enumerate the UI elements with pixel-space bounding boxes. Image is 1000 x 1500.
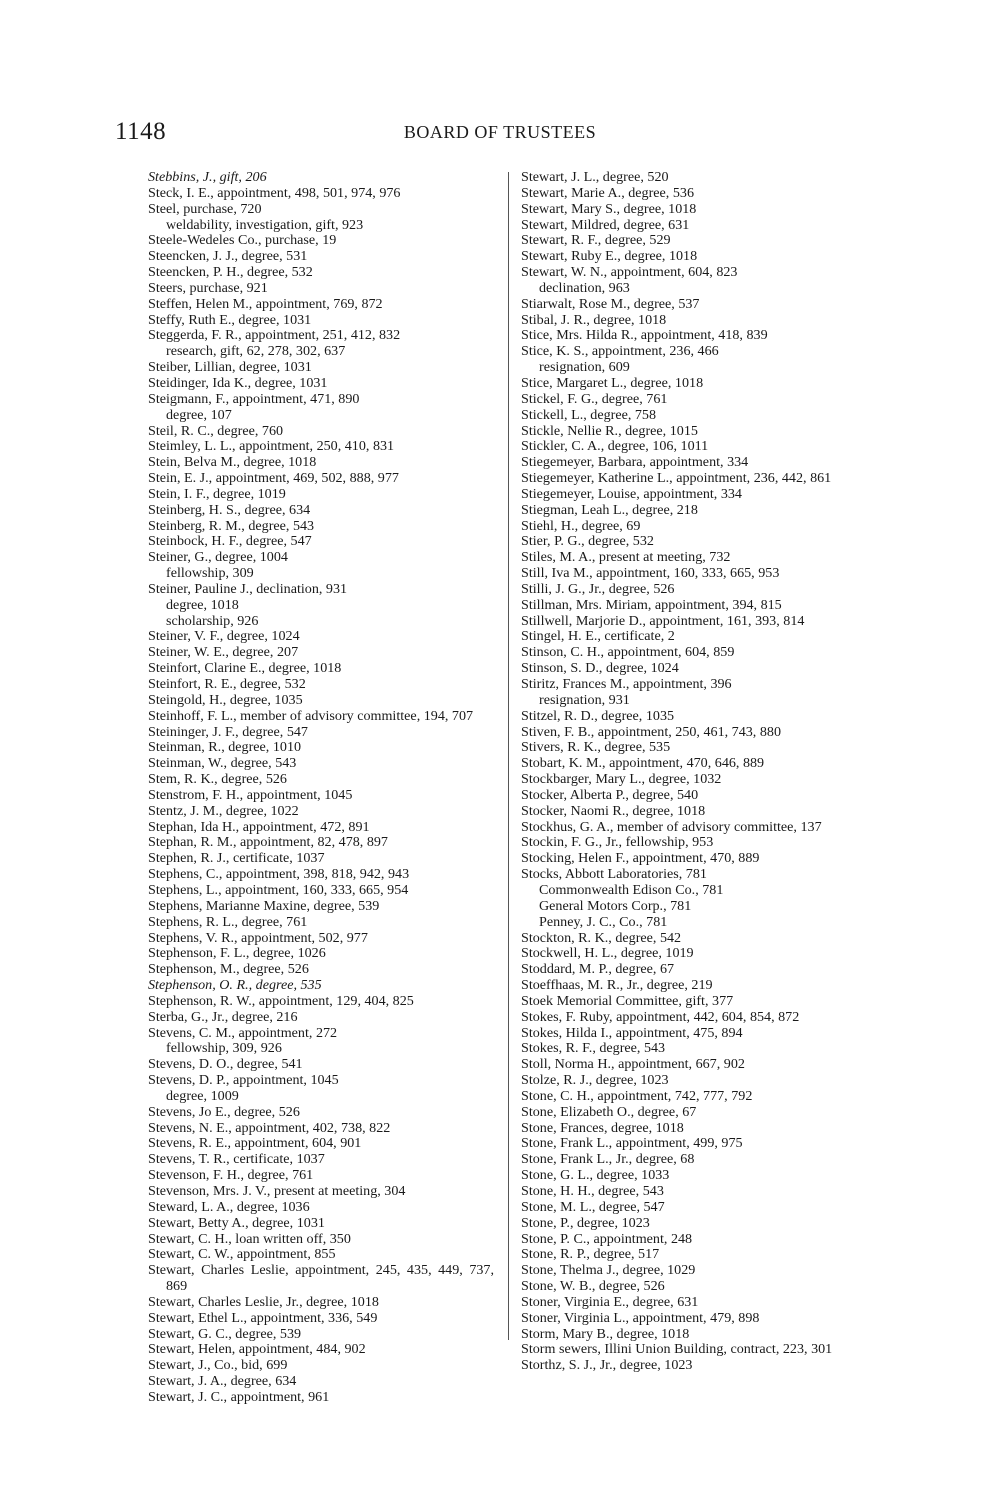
index-entry: Stephens, V. R., appointment, 502, 977: [148, 929, 368, 946]
index-entry: Steers, purchase, 921: [148, 279, 268, 296]
index-entry: Steinberg, R. M., degree, 543: [148, 517, 315, 534]
index-entry: Stephen, R. J., certificate, 1037: [148, 850, 325, 867]
index-entry: Stevenson, Mrs. J. V., present at meeting, 304: [148, 1183, 406, 1199]
index-entry: Stone, P., degree, 1023: [521, 1214, 650, 1231]
index-entry: Stone, Frances, degree, 1018: [521, 1119, 684, 1136]
column-divider: [508, 172, 509, 1340]
index-entry: Stiritz, Frances M., appointment, 396: [521, 676, 732, 692]
index-entry: Steiner, Pauline J., declination, 931: [148, 580, 348, 597]
index-entry: Stolze, R. J., degree, 1023: [521, 1072, 669, 1089]
index-entry: Stocks, Abbott Laboratories, 781: [521, 866, 707, 883]
index-entry: Stone, Thelma J., degree, 1029: [521, 1262, 696, 1279]
index-entry: Steele-Wedeles Co., purchase, 19: [148, 232, 337, 249]
index-entry: Stone, W. B., degree, 526: [521, 1278, 665, 1295]
index-entry: Steiner, W. E., degree, 207: [148, 644, 299, 661]
index-entry: Stewart, Helen, appointment, 484, 902: [148, 1341, 366, 1358]
index-subentry: General Motors Corp., 781: [539, 897, 692, 914]
index-entry: Stephan, Ida H., appointment, 472, 891: [148, 818, 370, 835]
index-entry: Steencken, J. J., degree, 531: [148, 248, 308, 265]
index-entry: Stem, R. K., degree, 526: [148, 771, 287, 788]
index-entry: Steck, I. E., appointment, 498, 501, 974, 976: [148, 184, 401, 201]
index-subentry: fellowship, 309: [166, 565, 254, 582]
index-entry: Stein, Belva M., degree, 1018: [148, 454, 317, 471]
index-entry: Steiner, V. F., degree, 1024: [148, 628, 300, 645]
index-entry: Stockton, R. K., degree, 542: [521, 929, 682, 946]
index-entry: Steinfort, Clarine E., degree, 1018: [148, 660, 342, 677]
index-subentry: Commonwealth Edison Co., 781: [539, 881, 724, 898]
index-entry: Stockbarger, Mary L., degree, 1032: [521, 771, 722, 788]
index-subentry: scholarship, 926: [166, 612, 259, 629]
index-entry: Steffy, Ruth E., degree, 1031: [148, 311, 312, 328]
index-entry: Stewart, Mary S., degree, 1018: [521, 200, 697, 217]
index-entry: Stevens, Jo E., degree, 526: [148, 1103, 300, 1120]
index-entry: Stevens, C. M., appointment, 272: [148, 1024, 338, 1041]
index-entry: Stingel, H. E., certificate, 2: [521, 628, 675, 645]
index-entry: Stoner, Virginia L., appointment, 479, 898: [521, 1309, 760, 1326]
index-subentry: weldability, investigation, gift, 923: [166, 216, 364, 233]
index-entry: Stewart, C. H., loan written off, 350: [148, 1230, 351, 1247]
index-entry: Stein, E. J., appointment, 469, 502, 888, 977: [148, 470, 399, 487]
index-entry: Stephenson, O. R., degree, 535: [148, 977, 322, 994]
index-entry: Steimley, L. L., appointment, 250, 410, 831: [148, 438, 395, 455]
index-entry: Steinbock, H. F., degree, 547: [148, 533, 312, 550]
index-entry: Stillman, Mrs. Miriam, appointment, 394, 815: [521, 596, 782, 613]
index-entry: Stevens, R. E., appointment, 604, 901: [148, 1135, 362, 1152]
index-entry: Steininger, J. F., degree, 547: [148, 723, 308, 740]
index-entry: Steinberg, H. S., degree, 634: [148, 501, 311, 518]
index-entry: Stiegemeyer, Louise, appointment, 334: [521, 485, 742, 502]
index-entry: Stockin, F. G., Jr., fellowship, 953: [521, 834, 714, 851]
index-entry: Stevens, D. O., degree, 541: [148, 1056, 303, 1073]
index-entry: Stone, Frank L., appointment, 499, 975: [521, 1135, 743, 1152]
index-entry: Stobart, K. M., appointment, 470, 646, 889: [521, 755, 765, 772]
index-entry: Steigmann, F., appointment, 471, 890: [148, 390, 360, 407]
index-entry: Stewart, J., Co., bid, 699: [148, 1357, 288, 1374]
index-entry: Stephens, R. L., degree, 761: [148, 913, 308, 930]
index-entry: Stier, P. G., degree, 532: [521, 533, 654, 550]
index-entry: Steinfort, R. E., degree, 532: [148, 676, 306, 692]
index-entry: Stewart, Charles Leslie, Jr., degree, 1018: [148, 1293, 379, 1310]
index-entry: Stephenson, F. L., degree, 1026: [148, 945, 326, 962]
index-entry: Stokes, Hilda I., appointment, 475, 894: [521, 1024, 743, 1041]
index-entry: Stephenson, M., degree, 526: [148, 961, 309, 978]
index-entry: Stephens, C., appointment, 398, 818, 942, 943: [148, 866, 410, 883]
page-number: 1148: [115, 118, 167, 145]
index-entry: Stevens, D. P., appointment, 1045: [148, 1072, 339, 1089]
index-entry: Stiehl, H., degree, 69: [521, 517, 641, 534]
index-entry: Stocker, Naomi R., degree, 1018: [521, 802, 706, 819]
index-entry: Stewart, G. C., degree, 539: [148, 1325, 302, 1342]
index-entry: Stocker, Alberta P., degree, 540: [521, 786, 699, 803]
index-entry: Stone, G. L., degree, 1033: [521, 1167, 670, 1184]
index-entry: Steidinger, Ida K., degree, 1031: [148, 374, 328, 391]
index-entry: Stevenson, F. H., degree, 761: [148, 1167, 314, 1184]
index-subentry: degree, 1009: [166, 1087, 239, 1104]
index-entry: Steggerda, F. R., appointment, 251, 412, 832: [148, 327, 401, 344]
index-entry: Steencken, P. H., degree, 532: [148, 264, 313, 281]
index-subentry: declination, 963: [539, 279, 630, 296]
index-entry: Stephens, Marianne Maxine, degree, 539: [148, 897, 380, 914]
index-entry: Stiven, F. B., appointment, 250, 461, 743, 880: [521, 723, 781, 740]
index-entry: Stebbins, J., gift, 206: [148, 169, 267, 185]
index-entry: Stickle, Nellie R., degree, 1015: [521, 422, 698, 439]
index-entry: Stice, K. S., appointment, 236, 466: [521, 343, 719, 360]
index-entry: Steinman, W., degree, 543: [148, 755, 297, 772]
index-entry: Stewart, J. C., appointment, 961: [148, 1388, 330, 1405]
index-entry: Steil, R. C., degree, 760: [148, 422, 284, 439]
index-entry: Stewart, Ethel L., appointment, 336, 549: [148, 1309, 378, 1326]
index-subentry: research, gift, 62, 278, 302, 637: [166, 343, 346, 360]
index-entry: Stewart, R. F., degree, 529: [521, 232, 671, 249]
index-entry: Stocking, Helen F., appointment, 470, 889: [521, 850, 760, 867]
index-entry: Stone, C. H., appointment, 742, 777, 792: [521, 1087, 753, 1104]
index-entry: Storm sewers, Illini Union Building, contract, 223, 301: [521, 1341, 833, 1358]
index-column-right: [521, 170, 868, 1374]
index-entry: Still, Iva M., appointment, 160, 333, 665, 953: [521, 565, 780, 582]
index-entry: Stephenson, R. W., appointment, 129, 404, 825: [148, 992, 414, 1009]
index-entry: Stewart, C. W., appointment, 855: [148, 1246, 336, 1263]
index-entry: Stokes, F. Ruby, appointment, 442, 604, 854, 872: [521, 1008, 800, 1025]
index-entry: Stewart, J. L., degree, 520: [521, 169, 669, 185]
index-entry: Stinson, C. H., appointment, 604, 859: [521, 644, 735, 661]
index-entry: Stivers, R. K., degree, 535: [521, 739, 671, 756]
index-subentry: degree, 107: [166, 406, 232, 423]
index-entry: Stephan, R. M., appointment, 82, 478, 897: [148, 834, 388, 851]
index-entry: Stilli, J. G., Jr., degree, 526: [521, 580, 675, 597]
index-entry: Stockhus, G. A., member of advisory committee, 137: [521, 818, 822, 835]
index-entry: Stenstrom, F. H., appointment, 1045: [148, 786, 353, 803]
index-entry: Stitzel, R. D., degree, 1035: [521, 707, 675, 724]
index-entry: Stone, P. C., appointment, 248: [521, 1230, 693, 1247]
index-entry: Steinman, R., degree, 1010: [148, 739, 302, 756]
index-entry: Stiles, M. A., present at meeting, 732: [521, 549, 731, 566]
index-entry: Stiegemeyer, Katherine L., appointment, 236, 442, 861: [521, 470, 832, 487]
index-column-left: [148, 170, 494, 1406]
index-entry: Stickler, C. A., degree, 106, 1011: [521, 438, 709, 455]
index-entry: Stewart, J. A., degree, 634: [148, 1373, 297, 1390]
index-entry: Stewart, Charles Leslie, appointment, 245, 435, 449, 737, 869: [148, 1262, 494, 1295]
index-entry: Stinson, S. D., degree, 1024: [521, 660, 679, 677]
index-subentry: degree, 1018: [166, 596, 239, 613]
index-entry: Stentz, J. M., degree, 1022: [148, 802, 299, 819]
index-subentry: Penney, J. C., Co., 781: [539, 913, 668, 930]
index-subentry: resignation, 609: [539, 359, 630, 376]
index-entry: Stice, Mrs. Hilda R., appointment, 418, 839: [521, 327, 768, 344]
index-entry: Stewart, Ruby E., degree, 1018: [521, 248, 698, 265]
index-subentry: resignation, 931: [539, 691, 630, 708]
index-entry: Steinhoff, F. L., member of advisory committee, 194, 707: [148, 707, 474, 724]
index-entry: Sterba, G., Jr., degree, 216: [148, 1008, 298, 1025]
index-entry: Stoll, Norma H., appointment, 667, 902: [521, 1056, 745, 1073]
index-entry: Stoek Memorial Committee, gift, 377: [521, 992, 734, 1009]
index-entry: Stickel, F. G., degree, 761: [521, 390, 668, 407]
index-subentry: fellowship, 309, 926: [166, 1040, 282, 1057]
index-entry: Storthz, S. J., Jr., degree, 1023: [521, 1357, 693, 1374]
index-entry: Stokes, R. F., degree, 543: [521, 1040, 666, 1057]
index-entry: Steiner, G., degree, 1004: [148, 549, 288, 566]
index-entry: Steel, purchase, 720: [148, 200, 262, 217]
index-entry: Stone, Elizabeth O., degree, 67: [521, 1103, 697, 1120]
index-entry: Stevens, T. R., certificate, 1037: [148, 1151, 325, 1168]
index-entry: Stephens, L., appointment, 160, 333, 665, 954: [148, 881, 409, 898]
index-entry: Stone, R. P., degree, 517: [521, 1246, 660, 1263]
index-entry: Steingold, H., degree, 1035: [148, 691, 303, 708]
index-entry: Stockwell, H. L., degree, 1019: [521, 945, 694, 962]
index-entry: Stewart, Marie A., degree, 536: [521, 184, 694, 201]
index-entry: Stevens, N. E., appointment, 402, 738, 822: [148, 1119, 391, 1136]
index-entry: Stice, Margaret L., degree, 1018: [521, 374, 704, 391]
index-entry: Storm, Mary B., degree, 1018: [521, 1325, 690, 1342]
index-entry: Stillwell, Marjorie D., appointment, 161, 393, 814: [521, 612, 805, 629]
index-entry: Stone, M. L., degree, 547: [521, 1198, 665, 1215]
running-head: BOARD OF TRUSTEES: [403, 122, 597, 142]
index-entry: Stewart, Betty A., degree, 1031: [148, 1214, 325, 1231]
index-entry: Stickell, L., degree, 758: [521, 406, 657, 423]
index-entry: Stoeffhaas, M. R., Jr., degree, 219: [521, 977, 713, 994]
index-entry: Stone, Frank L., Jr., degree, 68: [521, 1151, 695, 1168]
index-entry: Stibal, J. R., degree, 1018: [521, 311, 667, 328]
index-entry: Stewart, Mildred, degree, 631: [521, 216, 690, 233]
index-entry: Steward, L. A., degree, 1036: [148, 1198, 310, 1215]
index-entry: Steffen, Helen M., appointment, 769, 872: [148, 295, 383, 312]
index-entry: Stiarwalt, Rose M., degree, 537: [521, 295, 700, 312]
index-entry: Stoddard, M. P., degree, 67: [521, 961, 675, 978]
index-entry: Steiber, Lillian, degree, 1031: [148, 359, 312, 376]
index-entry: Stewart, W. N., appointment, 604, 823: [521, 264, 738, 281]
index-entry: Stein, I. F., degree, 1019: [148, 485, 286, 502]
index-entry: Stone, H. H., degree, 543: [521, 1183, 664, 1199]
index-entry: Stoner, Virginia E., degree, 631: [521, 1293, 699, 1310]
index-entry: Stiegemeyer, Barbara, appointment, 334: [521, 454, 749, 471]
index-entry: Stiegman, Leah L., degree, 218: [521, 501, 698, 518]
